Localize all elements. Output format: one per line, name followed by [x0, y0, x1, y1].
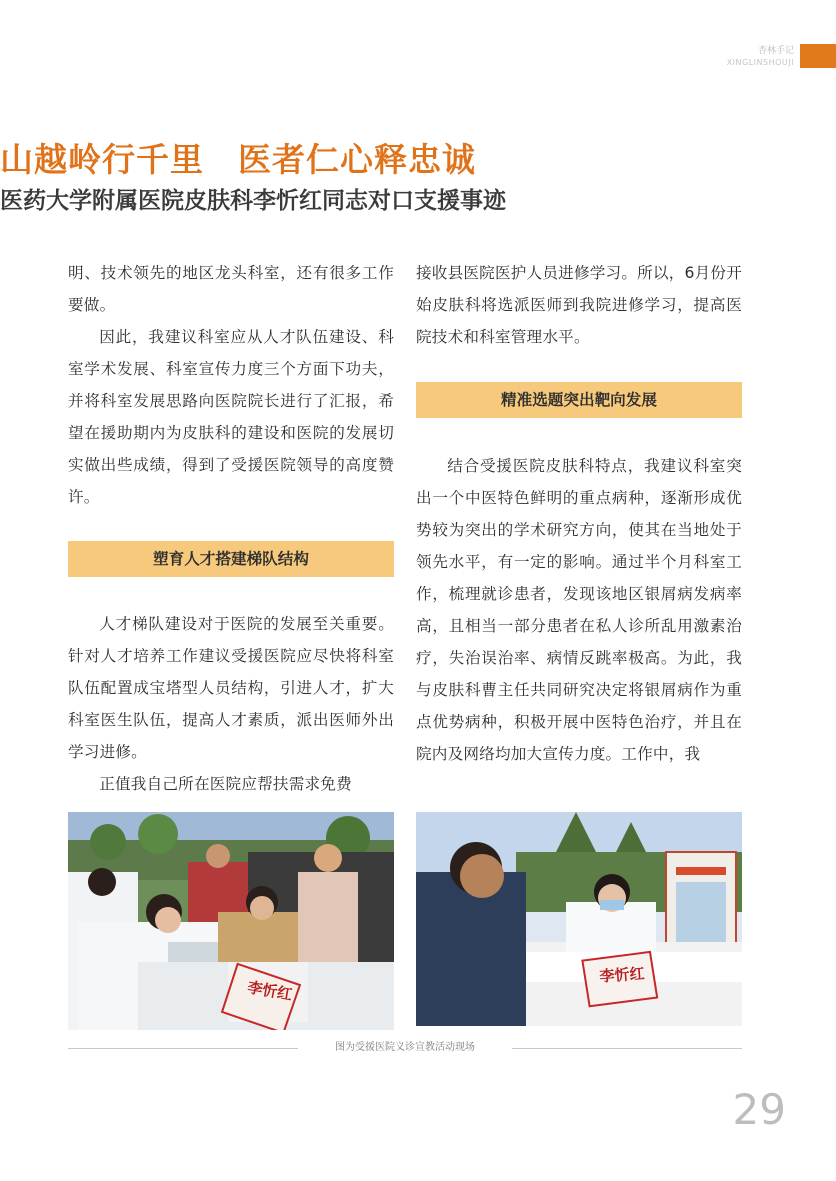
article-title: 山越岭行千里 医者仁心释忠诚	[0, 140, 476, 179]
left-column	[68, 257, 394, 513]
corner-accent-block	[800, 44, 836, 68]
photo-consultation	[416, 812, 742, 1026]
photo-consultation-illustration	[416, 812, 742, 1026]
photo-caption: 图为受援医院义诊宣教活动现场	[335, 1042, 475, 1053]
page-number: 29	[732, 1085, 786, 1134]
left-nameplate-text: 李忻红	[246, 978, 294, 1004]
left-paragraph-3: 人才梯队建设对于医院的发展至关重要。针对人才培养工作建议受援医院应尽快将科室队伍配置成宝塔型人员结构，引进人才，扩大科室医生队伍，提高人才素质，派出医师外出学习进修。	[68, 615, 394, 761]
left-paragraph-1: 明、技术领先的地区龙头科室，还有很多工作要做。	[68, 264, 394, 314]
photo-caption-row	[68, 1041, 742, 1055]
photo-free-clinic-crowd	[68, 812, 394, 1030]
caption-divider-right	[512, 1048, 742, 1049]
section-heading-targeted: 精准选题突出靶向发展	[416, 382, 742, 418]
right-column-lower	[416, 450, 742, 770]
brand-name-en: XINGLINSHOUJI	[726, 58, 794, 67]
right-paragraph-1: 接收县医院医护人员进修学习。所以，6月份开始皮肤科将选派医师到我院进修学习，提高医院技术和科室管理水平。	[416, 264, 742, 346]
photo-crowd-illustration	[68, 812, 394, 1030]
article-subtitle: 医药大学附属医院皮肤科李忻红同志对口支援事迹	[0, 187, 506, 214]
right-column	[416, 257, 742, 353]
brand-name-cn: 杏林手记	[757, 46, 794, 56]
right-nameplate-text: 李忻红	[598, 964, 646, 986]
brand-header	[727, 46, 794, 68]
section-heading-talent: 塑育人才搭建梯队结构	[68, 541, 394, 577]
left-paragraph-2: 因此，我建议科室应从人才队伍建设、科室学术发展、科室宣传力度三个方面下功夫，并将科室发展思路向医院院长进行了汇报，希望在援助期内为皮肤科的建设和医院的发展切实做出些成绩，得到了受援医院领导的高度赞许。	[68, 328, 394, 506]
left-paragraph-4: 正值我自己所在医院应帮扶需求免费	[99, 775, 352, 793]
right-paragraph-2: 结合受援医院皮肤科特点，我建议科室突出一个中医特色鲜明的重点病种，逐渐形成优势较为突出的学术研究方向，使其在当地处于领先水平，有一定的影响。通过半个月科室工作，梳理就诊患者，发现该地区银屑病发病率高，且相当一部分患者在私人诊所乱用激素治疗，失治误治率、病情反跳率极高。为此，我与皮肤科曹主任共同研究决定将银屑病作为重点优势病种，积极开展中医特色治疗，并且在院内及网络均加大宣传力度。工作中，我	[416, 457, 742, 763]
left-column-lower	[68, 608, 394, 800]
